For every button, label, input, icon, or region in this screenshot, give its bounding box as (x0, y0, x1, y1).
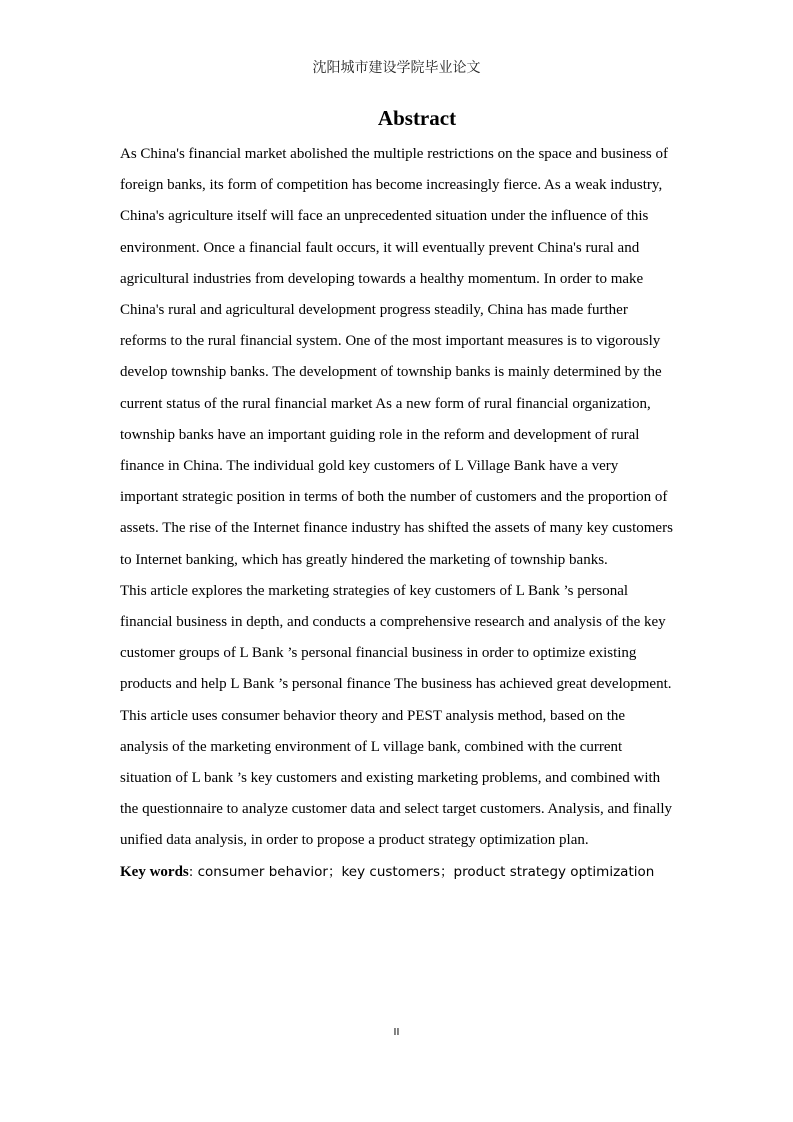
keywords-label: Key words (120, 863, 189, 880)
abstract-paragraph-1: As China's financial market abolished the multiple restrictions on the space and business of foreign banks, its form of competition has become increasingly fierce. As a weak industry, China's agriculture itself will face an unprecedented situation under the influence of this environment. Once a financial fault occurs, it will eventually prevent China's rural and agricultural industries from developing towards a healthy momentum. In order to make China's rural and agricultural development progress steadily, China has made further reforms to the rural financial system. One of the most important measures is to vigorously develop township banks. The development of township banks is mainly determined by the current status of the rural financial market As a new form of rural financial organization, township banks have an important guiding role in the reform and development of rural finance in China. The individual gold key customers of L Village Bank have a very important strategic position in terms of both the number of customers and the proportion of assets. The rise of the Internet finance industry has shifted the assets of many key customers to Internet banking, which has greatly hindered the marketing of township banks. (120, 146, 673, 568)
abstract-body (120, 139, 676, 888)
abstract-title: Abstract (377, 106, 457, 130)
keywords-text: : consumer behavior；key customers；product strategy optimization (188, 863, 655, 880)
page-number: II (393, 1027, 400, 1038)
page-header: 沈阳城市建设学院毕业论文 (312, 60, 481, 76)
abstract-paragraph-3: This article uses consumer behavior theory and PEST analysis method, based on the analysis of the marketing environment of L village bank, combined with the current situation of L bank ’s key customers and existing marketing problems, and combined with the questionnaire to analyze customer data and select target customers. Analysis, and finally unified data analysis, in order to propose a product strategy optimization plan. (120, 707, 673, 849)
keywords-line (120, 857, 676, 888)
abstract-paragraph-2: This article explores the marketing strategies of key customers of L Bank ’s personal financial business in depth, and conducts a comprehensive research and analysis of the key customer groups of L Bank ’s personal financial business in order to optimize existing products and help L Bank ’s personal finance The business has achieved great development. (120, 582, 672, 693)
